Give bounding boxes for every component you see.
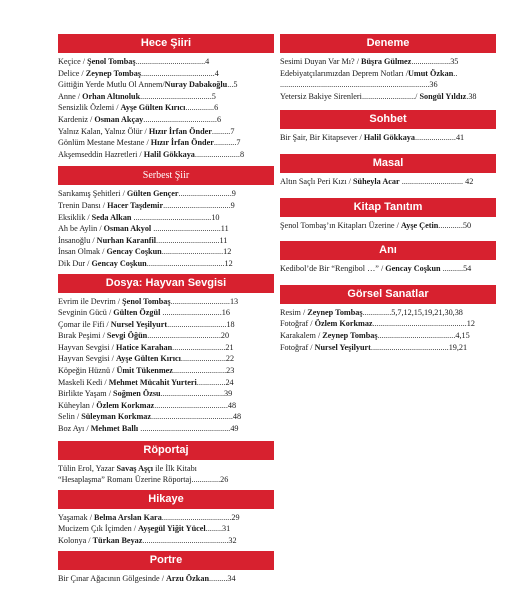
entry-author: Türkan Beyaz xyxy=(92,536,143,545)
dot-leader: ........................../ xyxy=(361,91,420,101)
entry-title: Fotoğraf / xyxy=(280,319,315,329)
dot-leader: ................................. xyxy=(163,200,231,210)
toc-entry[interactable] xyxy=(58,463,274,475)
entry-title: Trenin Dansı / xyxy=(58,200,108,210)
entry-title: “Hesaplaşma” Romanı Üzerine Röportaj xyxy=(58,475,192,485)
entry-author: Arzu Özkan xyxy=(166,573,209,583)
toc-entry[interactable] xyxy=(280,68,496,80)
toc-entry[interactable] xyxy=(58,400,274,412)
entry-title: Birlikte Yaşam / xyxy=(58,389,114,399)
toc-entry[interactable] xyxy=(58,68,274,80)
dot-leader: .. xyxy=(453,68,458,78)
entry-title: Gittiğin Yerde Mutlu Ol Annem/ xyxy=(58,80,165,90)
entry-author: Nursel Yeşilyurt xyxy=(110,319,168,329)
entry-author: Belma Arslan Kara xyxy=(94,512,162,522)
entry-title: İnsanoğlu / xyxy=(58,235,97,245)
entry-title: Evrim ile Devrim / xyxy=(58,296,123,306)
entry-author: Zeynep Tombaş xyxy=(322,330,378,340)
toc-section-portre xyxy=(58,551,274,585)
section-header: Dosya: Hayvan Sevgisi xyxy=(58,274,274,293)
toc-entry[interactable] xyxy=(58,246,274,258)
entry-author: Hacer Taşdemir xyxy=(107,200,164,210)
dot-leader: .............. xyxy=(362,307,392,317)
entry-title: Delice / xyxy=(58,68,86,78)
toc-entry[interactable] xyxy=(280,56,496,68)
entry-title: Ah be Aylin / xyxy=(58,224,104,234)
toc-entry[interactable] xyxy=(280,132,496,144)
page-number: 23 xyxy=(226,366,235,376)
entry-author: Savaş Aşçı xyxy=(116,463,154,473)
page-number: 48 xyxy=(232,412,242,422)
entry-author: Özlem Korkmaz xyxy=(96,400,155,410)
dot-leader: .................................. xyxy=(135,57,206,66)
entry-author: Seda Alkan xyxy=(91,212,132,222)
entry-author: Halil Gökkaya xyxy=(363,133,415,143)
toc-entry[interactable] xyxy=(58,307,274,319)
entry-author: Songül Yıldız xyxy=(419,91,467,101)
toc-entry[interactable] xyxy=(58,114,274,126)
section-header: Röportaj xyxy=(58,441,274,460)
toc-section-hikaye xyxy=(58,490,274,547)
page-number: 50 xyxy=(462,220,472,230)
toc-entry[interactable] xyxy=(58,137,274,149)
toc-entry[interactable] xyxy=(58,388,274,400)
entry-author: Halil Gökkaya xyxy=(143,149,195,159)
entry-title: Akşemseddin Hazretleri / xyxy=(58,149,144,159)
dot-leader: .................... xyxy=(415,133,456,143)
dot-leader: ...................... xyxy=(194,149,240,159)
page-number: 11 xyxy=(219,235,228,245)
toc-entry[interactable] xyxy=(58,523,274,535)
entry-title: Dik Dur / xyxy=(58,258,92,268)
page-number: 6 xyxy=(214,103,219,113)
entry-author: Hızır İrfan Önder xyxy=(150,138,214,148)
entry-author: Şenol Tombaş xyxy=(122,296,171,306)
dot-leader: .......................... xyxy=(172,366,227,376)
toc-entry[interactable] xyxy=(58,377,274,389)
entry-title: Hayvan Sevgisi / xyxy=(58,354,116,364)
page-number: 39 xyxy=(224,389,233,399)
dot-leader: ........... xyxy=(213,138,237,148)
entry-title: Sesimi Duyan Var Mı? / xyxy=(280,57,362,66)
toc-entry[interactable] xyxy=(58,235,274,247)
dot-leader: ........ xyxy=(205,524,223,534)
entry-author: Mehmet Ballı xyxy=(90,424,139,434)
entry-author: Mehmet Mücahit Yurteri xyxy=(108,377,197,387)
page-number: 24 xyxy=(225,377,234,387)
page-number: 8 xyxy=(239,149,245,159)
toc-entry[interactable] xyxy=(280,220,496,232)
dot-leader: ................................... xyxy=(140,91,212,101)
toc-entry[interactable] xyxy=(58,102,274,114)
page-number: 16 xyxy=(221,308,230,318)
entry-title: Maskeli Kedi / xyxy=(58,377,109,387)
page-number: 35 xyxy=(450,57,459,66)
dot-leader: ............................... xyxy=(160,389,225,399)
toc-entry[interactable] xyxy=(280,176,496,188)
dot-leader: ........................................ xyxy=(151,412,233,422)
toc-entry[interactable] xyxy=(58,474,274,486)
dot-leader: .......... xyxy=(440,264,464,274)
page-number: 5 xyxy=(233,80,238,90)
dot-leader: ............................................ xyxy=(138,424,231,434)
entry-title-continued: ile İlk Kitabı xyxy=(153,463,197,473)
page-number: 9 xyxy=(230,200,235,210)
toc-section-serbest-siir xyxy=(58,166,274,269)
toc-entry[interactable] xyxy=(280,318,496,330)
entry-title: Mucizem Çık İçimden / xyxy=(58,524,139,534)
entry-title: Küheylan / xyxy=(58,400,97,410)
toc-entry[interactable] xyxy=(58,365,274,377)
toc-entry[interactable] xyxy=(58,319,274,331)
toc-section-roportaj xyxy=(58,441,274,486)
toc-entry[interactable] xyxy=(280,307,496,319)
toc-entry[interactable] xyxy=(58,342,274,354)
toc-section-masal xyxy=(280,154,496,188)
entry-author: Gülten Gençer xyxy=(126,189,179,199)
toc-entry[interactable] xyxy=(280,263,496,275)
entry-title: Sarıkamış Şehitleri / xyxy=(58,189,127,199)
section-header: Görsel Sanatlar xyxy=(280,285,496,304)
section-header: Anı xyxy=(280,241,496,260)
dot-leader: ......... xyxy=(211,126,231,136)
page-number: 54 xyxy=(463,264,472,274)
entry-title: Altın Saçlı Peri Kızı / xyxy=(280,176,353,186)
page-number: 5,7,12,15,19,21,30,38 xyxy=(391,307,463,317)
page-number: 12 xyxy=(224,258,233,268)
entry-title: Karakalem / xyxy=(280,330,323,340)
entry-author: Ayşe Gülten Kırıcı xyxy=(120,103,186,113)
entry-author: Nursel Yeşilyurt xyxy=(314,342,371,352)
page-number: 13 xyxy=(229,296,239,306)
toc-entry[interactable] xyxy=(280,330,496,342)
entry-title: Yalnız Kalan, Yalnız Ölür / xyxy=(58,126,149,136)
entry-author: Gencay Coşkun xyxy=(106,247,162,257)
entry-author: Umut Özkan xyxy=(408,68,454,78)
entry-author: Sevgi Öğün xyxy=(106,331,148,341)
page-number: 7 xyxy=(236,138,241,148)
toc-section-an xyxy=(280,241,496,275)
entry-title: İnsan Olmak / xyxy=(58,247,107,257)
entry-title: Yetersiz Bakiye Sirenleri xyxy=(280,91,362,101)
page-number: 4,15 xyxy=(455,330,470,340)
entry-author: Zeynep Tombaş xyxy=(307,307,363,317)
section-header: Hece Şiiri xyxy=(58,34,274,53)
section-header: Sohbet xyxy=(280,110,496,129)
entry-author: Özlem Korkmaz xyxy=(314,319,373,329)
dot-leader: .............. xyxy=(196,377,226,387)
toc-entry[interactable] xyxy=(58,512,274,524)
dot-leader: .................................... xyxy=(147,331,221,341)
entry-author: Süheyla Acar xyxy=(353,176,400,186)
page-number: 22 xyxy=(225,354,235,364)
toc-section-deneme xyxy=(280,34,496,102)
page-number: 12 xyxy=(223,247,232,257)
entry-author: Ümit Tükenmez xyxy=(116,366,173,376)
toc-entry[interactable] xyxy=(58,188,274,200)
entry-author: Nuray Dabakoğlu xyxy=(164,80,228,90)
page-number: 20 xyxy=(220,331,230,341)
entry-author: Süleyman Korkmaz xyxy=(81,412,152,422)
section-header: Hikaye xyxy=(58,490,274,509)
toc-section-dosya-hayvan-sevgisi xyxy=(58,274,274,435)
dot-leader: ............ xyxy=(438,220,463,230)
page-number: 48 xyxy=(227,400,237,410)
toc-entry[interactable] xyxy=(58,535,274,547)
page-number: 11 xyxy=(220,224,229,234)
dot-leader: .................................... xyxy=(141,68,215,78)
page-number: 12 xyxy=(466,319,475,329)
toc-entry[interactable] xyxy=(58,212,274,224)
page-number: 26 xyxy=(220,475,229,485)
page-number: 42 xyxy=(463,176,474,186)
entry-title: Boz Ayı / xyxy=(58,424,91,434)
entry-author: Büşra Gülmez xyxy=(361,57,412,66)
page-number: 21 xyxy=(225,342,234,352)
page-number: 41 xyxy=(455,133,465,143)
dot-leader: .................................... xyxy=(143,114,217,124)
dot-leader: .............. xyxy=(191,475,221,485)
toc-entry[interactable] xyxy=(58,200,274,212)
entry-title: Kedibol’de Bir “Rengibol …” / xyxy=(280,264,386,274)
entry-author: Orhan Altınoluk xyxy=(82,91,141,101)
entry-author: Gencay Coşkun xyxy=(91,258,147,268)
toc-entry[interactable] xyxy=(58,353,274,365)
page-number: 5 xyxy=(211,91,216,101)
dot-leader: .......................................... xyxy=(142,536,229,545)
dot-leader: .............. xyxy=(185,103,215,113)
page-number: 49 xyxy=(230,424,239,434)
dot-leader: ................................. xyxy=(151,224,221,234)
dot-leader: ...................................... xyxy=(370,342,449,352)
toc-entry[interactable] xyxy=(58,411,274,423)
entry-title: Sevginin Gücü / xyxy=(58,308,114,318)
toc-entry[interactable] xyxy=(58,573,274,585)
entry-title: Edebiyatçılarımızdan Deprem Notları / xyxy=(280,68,408,78)
entry-title: Bırak Peşimi / xyxy=(58,331,107,341)
page-number: 4 xyxy=(205,57,210,66)
entry-title: Anne / xyxy=(58,91,83,101)
page-number: 10 xyxy=(211,212,220,222)
toc-entry[interactable] xyxy=(58,91,274,103)
page-number: .38 xyxy=(466,91,477,101)
entry-author: Şenol Tombaş xyxy=(87,57,136,66)
entry-title: Eksiklik / xyxy=(58,212,92,222)
entry-title: Sensizlik Özlemi / xyxy=(58,103,121,113)
dot-leader: ............................... xyxy=(156,235,220,245)
page-number: 18 xyxy=(226,319,235,329)
dot-leader: .......................... xyxy=(178,189,232,199)
dot-leader: ...................................... xyxy=(377,330,456,340)
dot-leader: ... xyxy=(227,80,234,90)
toc-entry[interactable] xyxy=(58,423,274,435)
page-number: 32 xyxy=(228,536,237,545)
page-number: 7 xyxy=(230,126,235,136)
entry-title: Hayvan Sevgisi / xyxy=(58,342,116,352)
dot-leader: ............................. xyxy=(160,308,222,318)
entry-title: Kardeniz / xyxy=(58,114,95,124)
entry-title: Resim / xyxy=(280,307,308,317)
toc-entry[interactable] xyxy=(58,56,274,68)
dot-leader: ...................................... xyxy=(131,212,212,222)
entry-author: Gencay Coşkun xyxy=(385,264,441,274)
entry-author: Osman Akyol xyxy=(103,224,152,234)
toc-section-hece-siiri xyxy=(58,34,274,160)
entry-title: Bir Şair, Bir Kitapsever / xyxy=(280,133,364,143)
toc-section-kitap-tan-t-m xyxy=(280,198,496,232)
entry-title: Yaşamak / xyxy=(58,512,95,522)
page-number: 29 xyxy=(231,512,240,522)
section-header: Deneme xyxy=(280,34,496,53)
dot-leader: .............................................. xyxy=(372,319,467,329)
dot-leader: ................... xyxy=(411,57,451,66)
dot-leader: ......... xyxy=(209,573,228,583)
entry-author: Zeynep Tombaş xyxy=(85,68,142,78)
entry-author: Ayşegül Yiğit Yücel xyxy=(138,524,206,534)
entry-author: Hızır İrfan Önder xyxy=(148,126,212,136)
section-header: Kitap Tanıtım xyxy=(280,198,496,217)
section-header: Masal xyxy=(280,154,496,173)
toc-entry[interactable] xyxy=(58,79,274,91)
page-number: 31 xyxy=(222,524,231,534)
entry-author: Ayşe Gülten Kırıcı xyxy=(116,354,181,364)
entry-title: Keçice / xyxy=(58,57,88,66)
dot-leader: .............................. xyxy=(161,247,224,257)
toc-section-gorsel-sanatlar xyxy=(280,285,496,353)
dot-leader: .................................... xyxy=(154,400,228,410)
toc-entry[interactable] xyxy=(280,91,496,103)
entry-title: Köpeğin Hüznü / xyxy=(58,366,117,376)
dot-leader: .................................. xyxy=(161,512,232,522)
page-number: 9 xyxy=(231,189,236,199)
entry-title: Kolonya / xyxy=(58,536,93,545)
toc-right-column xyxy=(280,34,496,353)
entry-title: Çomar ile Fifi / xyxy=(58,319,111,329)
entry-author: Osman Akçay xyxy=(94,114,144,124)
page-number: 19,21 xyxy=(448,342,468,352)
toc-entry[interactable] xyxy=(58,296,274,308)
dot-leader: ............................. xyxy=(170,296,230,306)
toc-entry[interactable] xyxy=(58,330,274,342)
toc-entry[interactable] xyxy=(280,342,496,354)
entry-title: Gönlüm Mestane Mestane / xyxy=(58,138,151,148)
toc-section-sohbet xyxy=(280,110,496,144)
entry-author: Hatice Karahan xyxy=(116,342,173,352)
page-number: 34 xyxy=(227,573,236,583)
section-header: Portre xyxy=(58,551,274,570)
page-number: 4 xyxy=(214,68,219,78)
toc-entry[interactable] xyxy=(280,79,496,91)
toc-entry[interactable] xyxy=(58,126,274,138)
dot-leader: ...................................... xyxy=(146,258,225,268)
dot-leader: .............................. xyxy=(399,176,464,186)
entry-author: Soğmen Özsu xyxy=(113,389,161,399)
dot-leader: ............................. xyxy=(167,319,227,329)
dot-leader: .......................... xyxy=(172,342,226,352)
entry-author: Ayşe Çetin xyxy=(400,220,439,230)
section-header: Serbest Şiir xyxy=(58,166,274,185)
toc-entry[interactable] xyxy=(58,149,274,161)
toc-entry[interactable] xyxy=(58,258,274,270)
page-number: 36 xyxy=(429,80,438,90)
toc-entry[interactable] xyxy=(58,223,274,235)
entry-title: Tülin Erol, Yazar xyxy=(58,463,117,473)
entry-title: Selin / xyxy=(58,412,82,422)
entry-author: Nurhan Karanfil xyxy=(96,235,157,245)
page-number: 6 xyxy=(216,114,222,124)
entry-title: Fotoğraf / xyxy=(280,342,315,352)
dot-leader: ......................................................................... xyxy=(280,80,430,90)
entry-author: Gülten Özgül xyxy=(113,308,161,318)
entry-title: Bir Çınar Ağacının Gölgesinde / xyxy=(58,573,167,583)
dot-leader: ...................... xyxy=(180,354,226,364)
entry-title: Şenol Tombaş’ın Kitapları Üzerine / xyxy=(280,220,401,230)
toc-left-column xyxy=(58,34,274,584)
